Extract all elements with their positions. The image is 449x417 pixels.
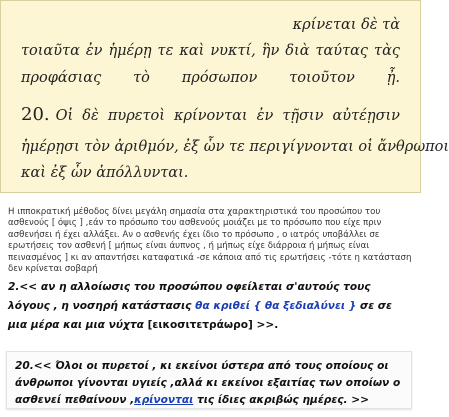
section-number: 20. (21, 104, 50, 125)
emphasis-part-2: σε σε μια μέρα και μια νύχτα (8, 300, 392, 331)
ancient-line-5: ἡμέρῃσι τὸν ἀριθμόν, ἐξ ὧν τε περιγίγνονται οἱ ἄνθρωποι (21, 139, 449, 155)
ancient-line-4-text: Οἱ δὲ πυρετοὶ κρίνονται ἐν τῇσιν αὐτέῃσιν (55, 108, 400, 124)
emphasis-part-1: 2.<< αν η αλλοίωσις του προσώπου οφείλεται σ'αυτούς τους λόγους , η νοσηρή κατάστασις (8, 281, 371, 312)
translation-box (6, 351, 412, 409)
krinontai-link[interactable]: κρίνονται (134, 394, 194, 406)
translation-part-1: 20.<< Όλοι οι πυρετοί , κι εκείνοι ύστερα από τους οποίους οι άνθρωποι γίνονται υγιείς ,αλλά κι εκείνοι εξαιτίας των οποίων ο ασθενεί πεθαίνουν , (15, 360, 401, 406)
ancient-line-4 (21, 105, 400, 126)
emphasis-part-3: [εικοσιτετράωρο] (147, 319, 253, 331)
translation-part-2: τις ίδιες ακριβώς ημέρες. >> (193, 394, 369, 406)
ancient-line-3: προφάσιας τὸ πρόσωπον τοιοῦτον ᾖ. (21, 70, 400, 86)
ancient-line-2: τοιαῦτα ἐν ἡμέρῃ τε καὶ νυκτί, ἣν διὰ ταύτας τὰς (21, 43, 400, 59)
ancient-line-6: καὶ ἐξ ὧν ἀπόλλυνται. (21, 165, 189, 181)
commentary-paragraph: Η ιπποκρατική μέθοδος δίνει μεγάλη σημασία στα χαρακτηριστικά του προσώπου του ασθενούς [ όψις ] ,εάν το πρόσωπο του ασθενούς μοιάζει με το πρόσωπο που είχε πριν ασθενήσει ή έχει αλλάξει. Αν ο ασθενής έχει ίδιο το πρόσωπο , ο ιατρός υποβάλλει σε ερωτήσεις τον ασθενή [ μήπως είναι άυπνος , ή μήπως είχε διάρροια ή μήπως είναι πεινασμένος ] κι αν απαντήσει καταφατικά -σε κάποια από τις ερωτήσεις -τότε η κατάσταση δεν κρίνεται σοβαρή (8, 207, 412, 275)
emphasis-part-4: >>. (252, 319, 279, 331)
emphasis-highlight: θα κριθεί { θα ξεδιαλύνει } (195, 300, 357, 312)
emphasis-paragraph (8, 278, 413, 335)
ancient-text-panel (0, 0, 449, 193)
ancient-line-1: κρίνεται δὲ τὰ (292, 17, 400, 33)
translation-text (15, 358, 403, 409)
